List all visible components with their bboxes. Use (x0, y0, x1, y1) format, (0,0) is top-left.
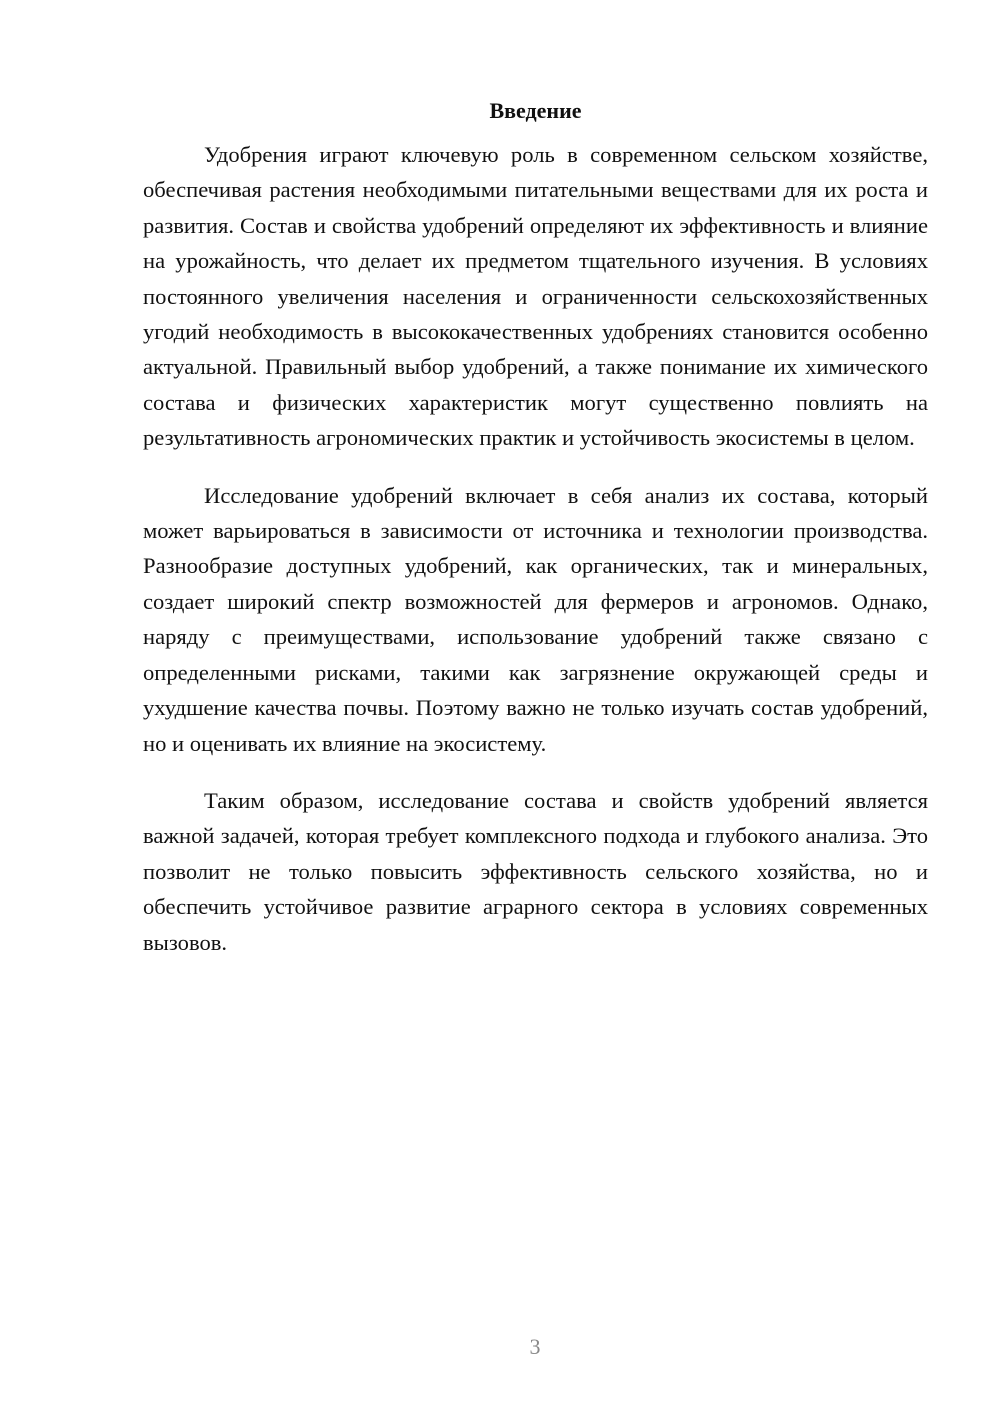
paragraph-3: Таким образом, исследование состава и свойств удобрений является важной задачей, которая требует комплексного подхода и глубокого анализа. Это позволит не только повысить эффективность сельского хозяйства, но и обеспечить устойчивое развитие аграрного сектора в условиях современных вызовов. (143, 787, 928, 955)
page-number: 3 (529, 1334, 541, 1359)
paragraph-2: Исследование удобрений включает в себя анализ их состава, который может варьироваться в зависимости от источника и технологии производства. Разнообразие доступных удобрений, как органических, так и минеральных, создает широкий спектр возможностей для фермеров и агрономов. Однако, наряду с преимуществами, использование удобрений также связано с определенными рисками, такими как загрязнение окружающей среды и ухудшение качества почвы. Поэтому важно не только изучать состав удобрений, но и оценивать их влияние на экосистему. (143, 482, 928, 756)
section-heading: Введение (489, 98, 582, 123)
paragraph-1: Удобрения играют ключевую роль в современном сельском хозяйстве, обеспечивая растения необходимыми питательными веществами для их роста и развития. Состав и свойства удобрений определяют их эффективность и влияние на урожайность, что делает их предметом тщательного изучения. В условиях постоянного увеличения населения и ограниченности сельскохозяйственных угодий необходимость в высококачественных удобрениях становится особенно актуальной. Правильный выбор удобрений, а также понимание их химического состава и физических характеристик могут существенно повлиять на результативность агрономических практик и устойчивость экосистемы в целом. (143, 142, 928, 451)
page-content (143, 96, 928, 982)
